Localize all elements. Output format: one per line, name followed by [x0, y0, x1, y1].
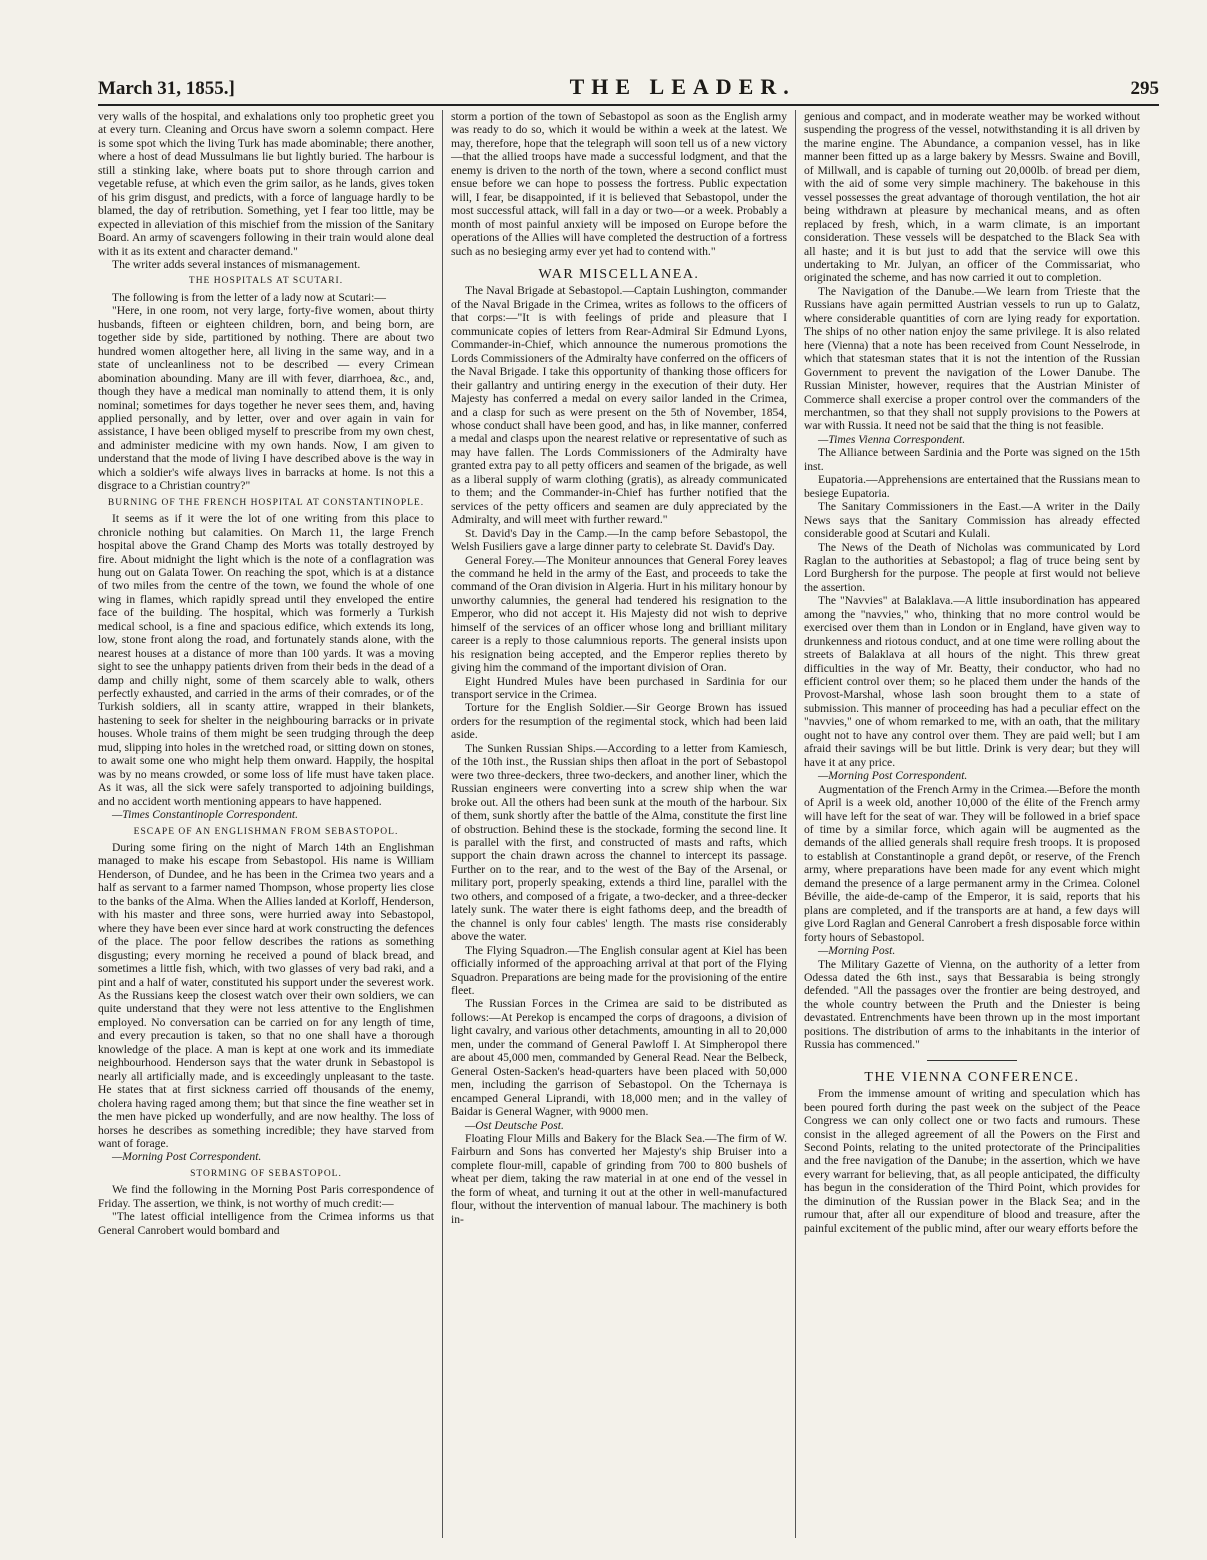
paragraph: The following is from the letter of a lady now at Scutari:—	[112, 290, 386, 304]
article-heading: STORMING OF SEBASTOPOL.	[190, 1168, 342, 1179]
section-divider	[927, 1060, 1017, 1061]
source-attribution: —Morning Post Correspondent.	[112, 1150, 262, 1164]
paragraph: St. David's Day in the Camp.—In the camp before Sebastopol, the Welsh Fusiliers gave a large dinner party to celebrate St. David's Day.	[451, 526, 787, 554]
paragraph: The Navigation of the Danube.—We learn from Trieste that the Russians have again permitted Austrian vessels to run up to Galatz, where considerable quantities of corn are lying ready for exportation. The ships of no other nation enjoy the same privilege. It is also related here (Vienna) that a note has been received from Count Nesselrode, in which that statesman states that it is not the intention of the Russian Government to prevent the navigation of the Lower Danube. The Russian Minister, however, requires that the Austrian Minister of Commerce shall exercise a proper control over the commanders of the merchantmen, so that they shall not supply provisions to the Powers at war with Russia. It need not be said that the thing is not feasible.	[804, 284, 1140, 433]
paragraph: It seems as if it were the lot of one writing from this place to chronicle nothing but calamities. On March 11, the large French hospital above the Grand Champ des Morts was totally destroyed by fire. About midnight the light which is the note of a conflagration was hung out on Galata Tower. On reaching the spot, which is at a distance of two miles from the centre of the town, we found the whole of one wing in flames, which rapidly spread until they enveloped the entire face of the building. The hospital, which was formerly a Turkish medical school, is a fine and spacious edifice, which extends its long, low, stone front along the road, and fortunately stands alone, with the nearest houses at a distance of more than 100 yards. It was a moving sight to see the unhappy patients driven from their beds in the dead of a damp and chilly night, some of them scarcely able to walk, others perfectly exhausted, and carried in the arms of their comrades, or of the Turkish soldiers, all in scanty attire, wrapped in their blankets, hastening to seek for shelter in the neighbouring barracks or in private houses. Whole trains of them might be seen trudging through the deep mud, slipping into holes in the wretched road, or sitting down on stones, to await some one who might help them onward. Happily, the hospital was by no means crowded, or some loss of life must have taken place. As it was, all the sick were safely transported to adjoining buildings, and no accident worth mentioning appears to have happened.	[98, 512, 434, 808]
source-attribution: —Morning Post Correspondent.	[818, 769, 968, 783]
paragraph: The Flying Squadron.—The English consular agent at Kiel has been officially informed of the approaching arrival at that port of the Flying Squadron. Preparations are being made for the provisioning of the entire fleet.	[451, 943, 787, 997]
paragraph: The Alliance between Sardinia and the Porte was signed on the 15th inst.	[804, 446, 1140, 473]
columns	[98, 110, 1159, 1538]
paragraph: "The latest official intelligence from the Crimea informs us that General Canrobert would bombard and	[98, 1210, 434, 1237]
source-attribution: —Morning Post.	[818, 944, 896, 958]
paragraph: Eight Hundred Mules have been purchased in Sardinia for our transport service in the Crimea.	[451, 674, 787, 702]
paragraph: The Military Gazette of Vienna, on the authority of a letter from Odessa dated the 6th inst., says that Bessarabia is being strongly defended. "All the passages over the frontier are being destroyed, and the whole country between the Pruth and the Dniester is being devastated. Entrenchments have been thrown up in the most important positions. The distribution of arms to the inhabitants in the interior of Russia has commenced."	[804, 957, 1140, 1052]
issue-date: March 31, 1855.]	[98, 78, 235, 99]
paragraph: The Naval Brigade at Sebastopol.—Captain Lushington, commander of the Naval Brigade in the Crimea, writes as follows to the officers of that corps:—"It is with feelings of pride and pleasure that I communicate copies of letters from Rear-Admiral Sir Edmund Lyons, Commander-in-Chief, which announce the numerous promotions the Lords Commissioners of the Admiralty have conferred on the officers of the Naval Brigade. I take this opportunity of thanking those officers for their gallantry and untiring energy in the execution of their duty. Her Majesty has conferred a medal on every sailor landed in the Crimea, and a clasp for such as were present on the 5th of November, 1854, whose conduct shall have been good, and has, in like manner, conferred a medal and clasps upon the nearest relative or representative of such as may have fallen. The Lords Commissioners of the Admiralty have granted extra pay to all petty officers and seamen of the brigade, as well as a liberal supply of warm clothing (gratis), as already communicated to them; and the Commander-in-Chief has further notified that the services of the petty officers and seamen are duly appreciated by the Admiralty, and will meet with further reward."	[451, 284, 787, 527]
paragraph: The Sunken Russian Ships.—According to a letter from Kamiesch, of the 10th inst., the Russian ships then afloat in the port of Sebastopol were two three-deckers, three two-deckers, and another liner, which the Russian engineers were converting into a screw ship when the war broke out. All the others had been sunk at the mouth of the harbour. Six of them, sunk shortly after the battle of the Alma, constitute the first line of obstruction. Behind these is the stockade, forming the second line. It is parallel with the first, and constructed of masts and rafts, which support the chain drawn across the channel to intercept its passage. Further on to the rear, and to the west of the Bay of the Arsenal, or military port, properly speaking, extends a third line, parallel with the two others, and composed of a frigate, a two-decker, and a three-decker lately sunk. The water there is eight fathoms deep, and the breadth of the channel is only four cables' length. The masts rise considerably above the water.	[451, 741, 787, 944]
paragraph: During some firing on the night of March 14th an Englishman managed to make his escape from Sebastopol. His name is William Henderson, of Dundee, and he has been in the Crimea two years and a half as servant to a farmer named Thompson, whose property lies close to the banks of the Alma. When the Allies landed at Korloff, Henderson, with his master and three sons, were hurried away into Sebastopol, where they have been ever since hard at work constructing the defences of the place. The poor fellow describes the rations as something disgusting; every morning he received a pound of black bread, and sometimes a little fish, which, with two glasses of very bad raki, and a pint and a half of water, constituted his support under the severest work. As the Russians keep the closest watch over their own soldiers, we can quite understand that they were not less attentive to the Englishmen employed. No conversation can be carried on for any length of time, and every precaution is taken, so that no one shall have a thorough knowledge of the place. A man is kept at one work and its immediate neighbourhood. Henderson says that the water drunk in Sebastopol is nearly all artificially made, and is exceedingly unpleasant to the taste. He states that at first sickness carried off thousands of the enemy, cholera having raged among them; but that since the fine weather set in the men have picked up wonderfully, and are now healthy. The loss of horses he describes as something incredible; they have starved from want of forage.	[98, 841, 434, 1150]
section-heading: WAR MISCELLANEA.	[538, 266, 700, 282]
article-heading: BURNING OF THE FRENCH HOSPITAL AT CONSTANTINOPLE.	[107, 497, 425, 508]
paragraph: Augmentation of the French Army in the Crimea.—Before the month of April is a week old, another 10,000 of the élite of the French army will have left for the seat of war. They will be followed in a brief space of time by a similar force, which again will be augmented as the demands of the allied generals shall require fresh troops. It is proposed to establish at Constantinople a grand depôt, or reserve, of the French army, where preparations have been made for any event which might demand the presence of a large permanent army in the Crimea. Colonel Béville, the aide-de-camp of the Emperor, it is said, reports that his plans are completed, and if the transports are at hand, a few days will give Lord Raglan and General Canrobert a fresh disposable force within forty hours of Sebastopol.	[804, 782, 1140, 944]
column-2	[442, 110, 787, 1538]
paragraph: Eupatoria.—Apprehensions are entertained that the Russians mean to besiege Eupatoria.	[804, 473, 1140, 500]
paragraph: The "Navvies" at Balaklava.—A little insubordination has appeared among the "navvies," who, thinking that no more control would be exercised over them than in London or in England, have given way to drunkenness and riotous conduct, and at one time were rolling about the streets of Balaklava at all hours of the night. This threw great difficulties in the way of Mr. Beatty, their conductor, who had no efficient control over them; so he placed them under the hands of the Provost-Marshal, whose lash soon brought them to a state of submission. This manner of proceeding has had a peculiar effect on the "navvies," one of whom remarked to me, with an oath, that the military ought not to have any control over them. They are paid well; but I am afraid their savings will be but little. Drink is very dear; but they will have it at any price.	[804, 594, 1140, 769]
article-heading: ESCAPE OF AN ENGLISHMAN FROM SEBASTOPOL.	[133, 826, 399, 837]
paragraph: The Sanitary Commissioners in the East.—A writer in the Daily News says that the Sanitary Commission has already effected considerable good at Scutari and Kulali.	[804, 500, 1140, 541]
paragraph: The News of the Death of Nicholas was communicated by Lord Raglan to the authorities at Sebastopol; a flag of truce being sent by Lord Burghersh for the purpose. The people at first would not believe the assertion.	[804, 540, 1140, 594]
paragraph: From the immense amount of writing and speculation which has been poured forth during the past week on the subject of the Peace Congress we can only collect one or two facts and rumours. These consist in the alleged agreement of all the Powers on the First and Second Points, relating to the united protectorate of the Principalities and the free navigation of the Danube; in the assertion, which we have every warrant for believing, that, as all people anticipated, the difficulty has begun in the consideration of the Third Point, which provides for the diminution of the Russian power in the Black Sea; and in the rumour that, after all our expenditure of blood and treasure, after the painful excitement of the public mind, after our weary efforts before the	[804, 1087, 1140, 1235]
paragraph: Torture for the English Soldier.—Sir George Brown has issued orders for the resumption of the regimental stock, which had been laid aside.	[451, 701, 787, 742]
paragraph: The Russian Forces in the Crimea are said to be distributed as follows:—At Perekop is encamped the corps of dragoons, a division of light cavalry, and various other detachments, amounting in all to 20,000 men, under the command of General Pawloff I. At Simpheropol there are about 45,000 men, commanded by General Read. Near the Belbeck, General Osten-Sacken's head-quarters have been placed with 50,000 men, including the garrison of Sebastopol. On the Tchernaya is encamped General Liprandi, with 18,000 men; and in the valley of Baidar is General Wagner, with 9000 men.	[451, 997, 787, 1119]
source-attribution: —Times Vienna Correspondent.	[818, 432, 966, 446]
paragraph: "Here, in one room, not very large, forty-five women, about thirty husbands, fifteen or eighteen children, born, and being born, are together side by side, partitioned by nothing. There are about two hundred women altogether here, all living in the same way, and in a state of uncleanliness not to be described — every Crimean abomination abounding. Many are ill with fever, diarrhoea, &c., and, though they have a medical man nominally to attend them, it is only nominal; sometimes for days together he never sees them, and, having applied personally, and by letter, over and over again in vain for assistance, I have been obliged myself to prescribe from my own chest, and administer medicine with my own hands. Now, I am given to understand that the mode of living I have described above is the way in which a soldier's wife always lives in barracks at home. Is not this a disgrace to a Christian country?"	[98, 304, 434, 493]
paragraph: General Forey.—The Moniteur announces that General Forey leaves the command he held in the army of the East, and proceeds to take the command of the Oran division in Algeria. Hurt in his military honour by unworthy calumnies, the general had tendered his resignation to the Emperor, who did not accept it. His Majesty did not wish to deprive himself of the services of an officer whose long and brilliant military career is a reply to those calumnious reports. The general insists upon his resignation being accepted, and the Emperor replies thereto by giving him the command of the important division of Oran.	[451, 553, 787, 675]
masthead-rule	[98, 104, 1159, 106]
paragraph: storm a portion of the town of Sebastopol as soon as the English army was ready to do so, which it would be within a week at the latest. We may, therefore, hope that the telegraph will soon tell us of a new victory—that the allied troops have made a successful lodgment, and that the enemy is driven to the north of the town, where a second conflict must ensue before we can hope to possess the fortress. Public expectation will, I fear, be disappointed, if it is believed that Sebastopol, under the most successful attack, will fall in a day or two—or a week. Probably a month of most painful anxiety will be imposed on Europe before the operations of the Allies will have completed the destruction of a fortress such as no besieging army ever yet had to contend with."	[451, 110, 787, 258]
source-attribution: —Ost Deutsche Post.	[465, 1118, 564, 1132]
paragraph: We find the following in the Morning Post Paris correspondence of Friday. The assertion, we think, is not worthy of much credit:—	[98, 1183, 434, 1210]
paragraph: genious and compact, and in moderate weather may be worked without suspending the progress of the vessel, notwithstanding it is all driven by the marine engine. The Abundance, a companion vessel, has in like manner been fitted up as a large bakery by Messrs. Swaine and Bovill, of Millwall, and is capable of turning out 20,000lb. of bread per diem, with the aid of some very simple machinery. The bakehouse in this vessel possesses the great advantage of thorough ventilation, the hot air being withdrawn at pleasure by mechanical means, and as often replaced by fresh, which, in a warm climate, is an important consideration. These vessels will be despatched to the Black Sea with all haste; and it is but just to add that the service will owe this undertaking to Mr. Julyan, an officer of the Commissariat, who originated the scheme, and has now carried it out to completion.	[804, 110, 1140, 285]
source-attribution: —Times Constantinople Correspondent.	[112, 808, 299, 822]
column-3	[795, 110, 1140, 1538]
page-number: 295	[1130, 78, 1159, 99]
paragraph: The writer adds several instances of mismanagement.	[112, 257, 361, 271]
article-heading: THE HOSPITALS AT SCUTARI.	[188, 276, 344, 287]
masthead	[98, 72, 1159, 100]
paragraph: very walls of the hospital, and exhalations only too prophetic greet you at every turn. Cleaning and Orcus have sworn a solemn compact. Here is some spot which the living Turk has made abominable; there another, where a host of dead Mussulmans lie but lightly buried. The harbour is still a stinking lake, where boats put to shore through carrion and vegetable refuse, at which even the grim sailor, as he lands, gives token of his grim disgust, and predicts, with a force of language hardly to be blamed, the day of retribution. Something, yet I fear too little, may be expected in alleviation of this mischief from the mission of the Sanitary Board. An army of scavengers following in their train would alone deal with it as its extent and character demand."	[98, 110, 434, 258]
newspaper-title: THE LEADER.	[569, 74, 796, 99]
column-1	[98, 110, 434, 1538]
paragraph: Floating Flour Mills and Bakery for the Black Sea.—The firm of W. Fairburn and Sons has converted her Majesty's ship Bruiser into a complete flour-mill, capable of grinding from 700 to 800 bushels of wheat per diem, taking the raw material in at one end of the vessel in the form of wheat, and turning it out at the other in well-manufactured flour, without the intervention of manual labour. The machinery is both in-	[451, 1131, 787, 1226]
section-heading: THE VIENNA CONFERENCE.	[864, 1069, 1080, 1085]
